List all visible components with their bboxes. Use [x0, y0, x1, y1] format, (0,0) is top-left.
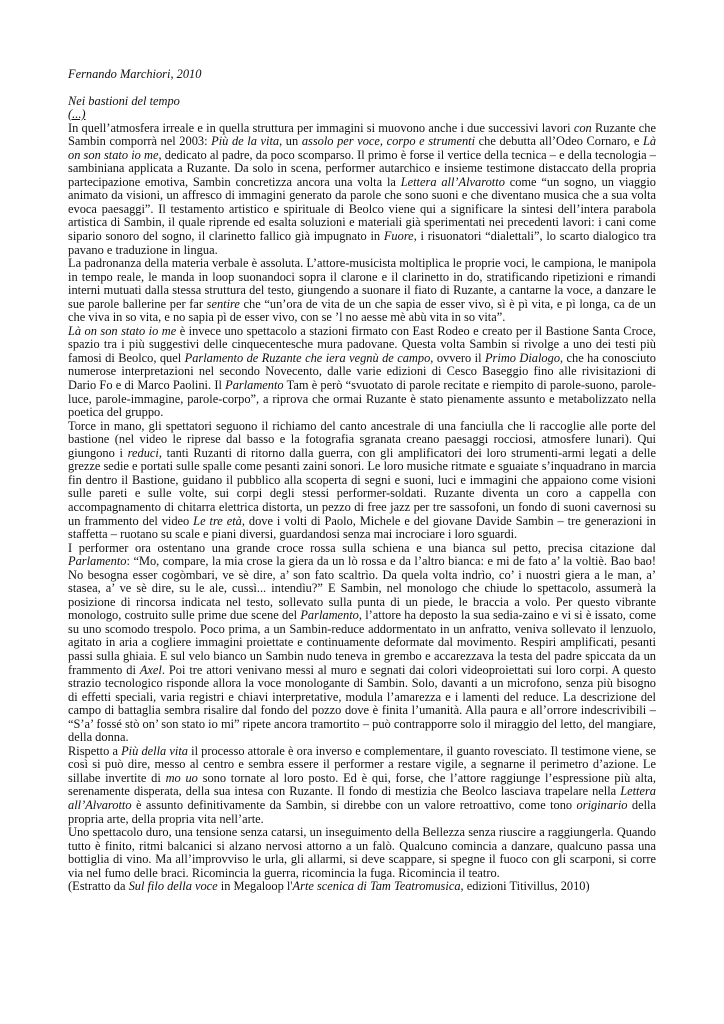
- author-line: Fernando Marchiori, 2010: [68, 67, 202, 81]
- text-run: In quell’atmosfera irreale e in quella struttura per immagini si muovono anche i due successivi lavori: [68, 120, 574, 135]
- omission-marker: (...): [68, 107, 86, 122]
- text-run: della propria arte, della propria vita nell’arte.: [68, 797, 656, 826]
- italic-text: Là on son stato io me: [68, 134, 657, 162]
- text-run: , l’attore ha deposto la sua sedia-zaino e vi si è issato, come su uno scomodo trespolo. Poco prima, a un Sambin-reduce addormentato in un anfratto, veniva sollevato il lenzuolo, agitato in aria a cogliere immagini proiettate e continuamente deformate dal movimento. Respiri amplificati, pesanti passi sulla ghiaia. E sul velo bianco un Sambin nudo teneva in grembo e accarezzava la testa del padre spiccata da un frammento di: [68, 608, 656, 677]
- text-run: Torce in mano, gli spettatori seguono il richiamo del canto ancestrale di una fanciulla che li raccoglie alle porte del bastione (nel video le riprese dal basso e la fotografia sgranata creano paesaggi rocciosi, atmosfere lunari). Qui giungono i: [68, 418, 656, 460]
- text-run: è invece uno spettacolo a stazioni firmato con East Rodeo e creato per il Bastione Santa Croce, spazio tra i più suggestivi delle cinquecentesche mura padovane. Questa volta Sambin si rivolge a uno dei testi più famosi di Beolco, quel: [68, 323, 656, 365]
- text-run: il processo attorale è ora inverso e complementare, il guanto rovesciato. Il testimone viene, se così si può dire, messo al centro e sembra essere il performer a restare vigile, a segnarne il perimetro d’azione. Le sillabe invertite di: [68, 743, 656, 785]
- text-run: , che ha conosciuto numerose interpretazioni nel secondo Novecento, dalle varie edizioni di Cesco Baseggio fino alle rivisitazioni di Dario Fo e di Marco Paolini. Il: [68, 350, 656, 393]
- text-run: , dedicato al padre, da poco scomparso. Il primo è forse il vertice della tecnica – e della tecnologia – sambiniana applicata a Ruzante. Da solo in scena, performer autarchico e insieme testimone distaccato della propria partecipazione emotiva, Sambin concretizza ancora una volta la: [68, 147, 657, 189]
- italic-text: Lettera all’Alvarotto: [400, 174, 505, 189]
- text-run: . Poi tre attori venivano messi al muro e segnati dai colori videoproiettati sui loro corpi. A questo strazio tecnologico risponde allora la voce monologante di Sambin. Solo, davanti a un microfono, senza più bisogno di effetti speciali, varia registri e chiavi interpretative, modula l’amarezza e i lamenti del reduce. La descrizione del campo di battaglia sembra risalire dal fondo del pozzo dove è finita l’umanità. Alla paura e all’orrore indescrivibili – “S’a’ fossé stò on’ son stato io mi” ripete ancora tramortito – può contrapporre solo il miraggio del letto, del mangiare, della donna.: [68, 662, 656, 745]
- text-run: La padronanza della materia verbale è assoluta. L’attore-musicista moltiplica le proprie voci, le campiona, le manipola in tempo reale, le manda in loop suonandoci sopra il clarone e il clarinetto in do, stratificando ripetizioni e rimandi interni mutuati dalla stessa struttura del testo, giungendo a suonare il fiato di Ruzante, a cantarne la voce, a danzare le sue parole ballerine per far: [68, 256, 656, 311]
- italic-text: mo uo: [165, 770, 198, 785]
- text-run: , tanti Ruzanti di ritorno dalla guerra, con gli amplificatori dei loro strumenti-armi legati a delle grezze sedie e portati sulle spalle come pesanti zaini sonori. Le loro musiche ritmate e sguaiate s’inquadrano in marcia fin dentro il Bastione, guidano il pubblico alla scoperta di segni e suoni, luci e immagini che appaiono come visioni sulle pareti e sulle volte, sui corpi degli stessi performer-soldati. Ruzante diventa un coro a cappella con accompagnamento di chitarra elettrica distorta, un pezzo di free jazz per tre sassofoni, un fondo di suoni cavernosi su un frammento del video: [68, 445, 656, 528]
- text-run: Uno spettacolo duro, una tensione senza catarsi, un inseguimento della Bellezza senza riuscire a raggiungerla. Quando tutto è finito, ritmi balcanici si alzano nervosi attorno a un falò. Qualcuno comincia a danzare, qualcuno passa una bottiglia di vino. Ma all’improvviso le urla, gli allarmi, si deve scappare, si spegne il fuoco con gli scarponi, si corre via nel fumo delle braci. Ricomincia la guerra, ricomincia la fuga. Ricomincia il teatro.: [68, 825, 656, 880]
- document-page: [68, 68, 656, 894]
- italic-text: Più della vita: [121, 743, 188, 758]
- text-run: : “Mo, compare, la mia crose la giera da un lò rossa e da l’altro bianca: e mi de fato a’ la voltiè. Bao bao! No besogna esser cogòmbari, ve sè dire, a’ son fato scaltrìo. Da quela volta indrìo, co’ i nuostri giera a le man, a’ stasea, a’ ve sè dire, su le ale, cussì... intendìu?” E Sambin, nel monologo che chiude lo spettacolo, assumerà la posizione di rincorsa indicata nel testo, sollevato sulla punta di un piede, le braccia a volo. Per questo vibrante monologo, costruito sulle prime due scene del: [68, 554, 656, 623]
- paragraph: [68, 880, 656, 894]
- italic-text: Parlamento: [300, 608, 359, 623]
- italic-text: Là on son stato io me: [68, 323, 177, 338]
- italic-text: Arte scenica di Tam Teatromusica: [292, 879, 461, 894]
- italic-text: sentire: [206, 296, 240, 311]
- paragraph: [68, 826, 656, 880]
- text-run: , ovvero il: [430, 350, 485, 365]
- text-run: che “un’ora de vita de un che sapia de esser vivo, sì è pì vita, e pì longa, ca de un che viva in so vita, e no sapia pì de esser vivo, con se ’l no aesse mè abù vita in so vita”.: [68, 296, 656, 325]
- text-run: , dove i volti di Paolo, Michele e del giovane Davide Sambin – tre generazioni in staffetta – ruotano su scale e piani diversi, guardandosi senza mai incrociare i loro sguardi.: [68, 513, 657, 542]
- text-run: , edizioni Titivillus, 2010): [460, 879, 590, 894]
- paragraph: [68, 122, 656, 257]
- italic-text: Le tre età: [193, 513, 242, 528]
- italic-text: Più de la vita: [211, 134, 280, 149]
- italic-text: Sul filo della voce: [128, 879, 218, 894]
- italic-text: con: [573, 120, 592, 135]
- italic-text: Parlamento: [225, 378, 284, 393]
- italic-text: assolo per voce, corpo e strumenti: [301, 134, 476, 149]
- paragraph: [68, 257, 656, 325]
- text-run: I performer ora ostentano una grande croce rossa sulla schiena e una bianca sul petto, precisa citazione dal: [68, 540, 656, 555]
- italic-text: Primo Dialogo: [484, 350, 561, 365]
- italic-text: reduci: [127, 445, 159, 460]
- paragraph: [68, 420, 656, 542]
- text-run: Ruzante che Sambin comporrà nel 2003:: [68, 120, 656, 149]
- paragraph: [68, 542, 656, 745]
- text-run: Rispetto a: [68, 743, 122, 758]
- text-run: sono tornate al loro posto. Ed è qui, forse, che l’attore raggiunge l’espressione più alta, serenamente disperata, della sua intesa con Ruzante. Il fondo di mestizia che Beolco lasciava trapelare nella: [68, 770, 657, 799]
- text-run: , i risuonatori “dialettali”, lo scarto dialogico tra pavano e traduzione in lingua.: [68, 229, 656, 257]
- italic-text: Parlamento de Ruzante che iera vegnù de campo: [184, 350, 431, 365]
- text-run: in Megaloop l': [217, 879, 293, 894]
- text-run: è assunto definitivamente da Sambin, si direbbe con un valore retroattivo, come tono: [131, 797, 577, 812]
- paragraph: [68, 325, 656, 420]
- text-run: (Estratto da: [68, 879, 129, 894]
- section-title: Nei bastioni del tempo: [68, 93, 180, 108]
- text-run: che debutta all’Odeo Cornaro, e: [475, 134, 643, 149]
- text-run: come “un sogno, un viaggio animato da visioni, un affresco di immagini generato da parole che sono suoni e che diventano musica che a sua volta evoca paesaggi”. Il testamento artistico e spirituale di Beolco viene qui a significare la sintesi dell’intera parabola artistica di Sambin, il quale riprende ed esalta soluzioni e materiali già sperimentati nei precedenti lavori: i cani come sipario sonoro del sogno, il clarinetto fallico già impugnato in: [68, 174, 656, 244]
- italic-text: originario: [576, 797, 628, 812]
- italic-text: Parlamento: [68, 554, 127, 569]
- italic-text: Lettera all’Alvarotto: [68, 784, 656, 812]
- text-run: Tam è però “svuotato di parole recitate e riempito di parole-suono, parole-luce, parole-immagine, parole-corpo”, a riprova che ormai Ruzante è stato pienamente assunto e metabolizzato nella poetica del gruppo.: [68, 378, 656, 420]
- paragraph: [68, 745, 656, 826]
- italic-text: Fuore: [383, 229, 414, 244]
- body-text: [68, 122, 656, 894]
- italic-text: Axel: [139, 662, 162, 677]
- text-run: , un: [279, 134, 302, 149]
